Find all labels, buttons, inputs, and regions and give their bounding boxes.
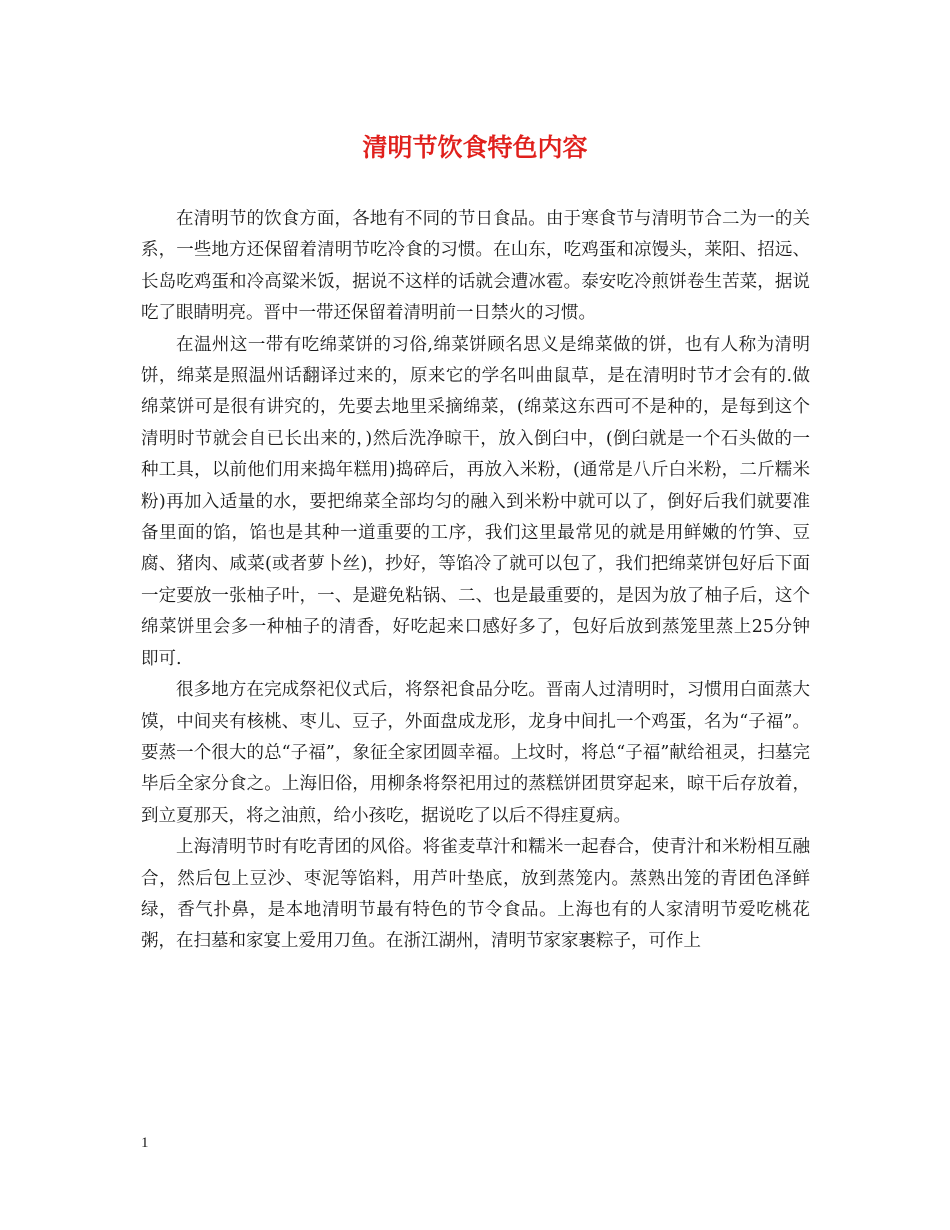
- page-number: 1: [141, 1135, 149, 1151]
- paragraph-wenzhou-mian-cai-bing: 在温州这一带有吃绵菜饼的习俗,绵菜饼顾名思义是绵菜做的饼，也有人称为清明饼，绵菜是照温州话翻译过来的，原来它的学名叫曲鼠草，是在清明时节才会有的.做绵菜饼可是很有讲究的，先要去地里采摘绵菜，(绵菜这东西可不是种的，是每到这个清明时节就会自已长出来的，)然后洗净晾干，放入倒臼中，(倒臼就是一个石头做的一种工具，以前他们用来捣年糕用)捣碎后，再放入米粉，(通常是八斤白米粉，二斤糯米粉)再加入适量的水，要把绵菜全部均匀的融入到米粉中就可以了，倒好后我们就要准备里面的馅，馅也是其种一道重要的工序，我们这里最常见的就是用鲜嫩的竹笋、豆腐、猪肉、咸菜(或者萝卜丝)，抄好，等馅冷了就可以包了，我们把绵菜饼包好后下面一定要放一张柚子叶，一、是避免粘锅、二、也是最重要的，是因为放了柚子后，这个绵菜饼里会多一种柚子的清香，好吃起来口感好多了，包好后放到蒸笼里蒸上25分钟即可.: [141, 334, 810, 669]
- document-title: 清明节饮食特色内容: [362, 133, 588, 162]
- paragraph-shanghai-qingtuan: 上海清明节时有吃青团的风俗。将雀麦草汁和糯米一起舂合，使青汁和米粉相互融合，然后包上豆沙、枣泥等馅料，用芦叶垫底，放到蒸笼内。蒸熟出笼的青团色泽鲜绿，香气扑鼻，是本地清明节最有特色的节令食品。上海也有的人家清明节爱吃桃花粥，在扫墓和家宴上爱用刀鱼。在浙江湖州，清明节家家裹粽子，可作上: [141, 837, 810, 952]
- document-body: [141, 204, 810, 958]
- paragraph-sacrifice-food: 很多地方在完成祭祀仪式后，将祭祀食品分吃。晋南人过清明时，习惯用白面蒸大馍，中间夹有核桃、枣儿、豆子，外面盘成龙形，龙身中间扎一个鸡蛋，名为“子福”。要蒸一个很大的总“子福”，象征全家团圆幸福。上坟时，将总“子福”献给祖灵，扫墓完毕后全家分食之。上海旧俗，用柳条将祭祀用过的蒸糕饼团贯穿起来，晾干后存放着，到立夏那天，将之油煎，给小孩吃，据说吃了以后不得疰夏病。: [141, 680, 810, 826]
- paragraph-cold-food: 在清明节的饮食方面，各地有不同的节日食品。由于寒食节与清明节合二为一的关系，一些地方还保留着清明节吃冷食的习惯。在山东，吃鸡蛋和凉馒头，莱阳、招远、长岛吃鸡蛋和冷高粱米饭，据说不这样的话就会遭冰雹。泰安吃冷煎饼卷生苦菜，据说吃了眼睛明亮。晋中一带还保留着清明前一日禁火的习惯。: [141, 209, 810, 324]
